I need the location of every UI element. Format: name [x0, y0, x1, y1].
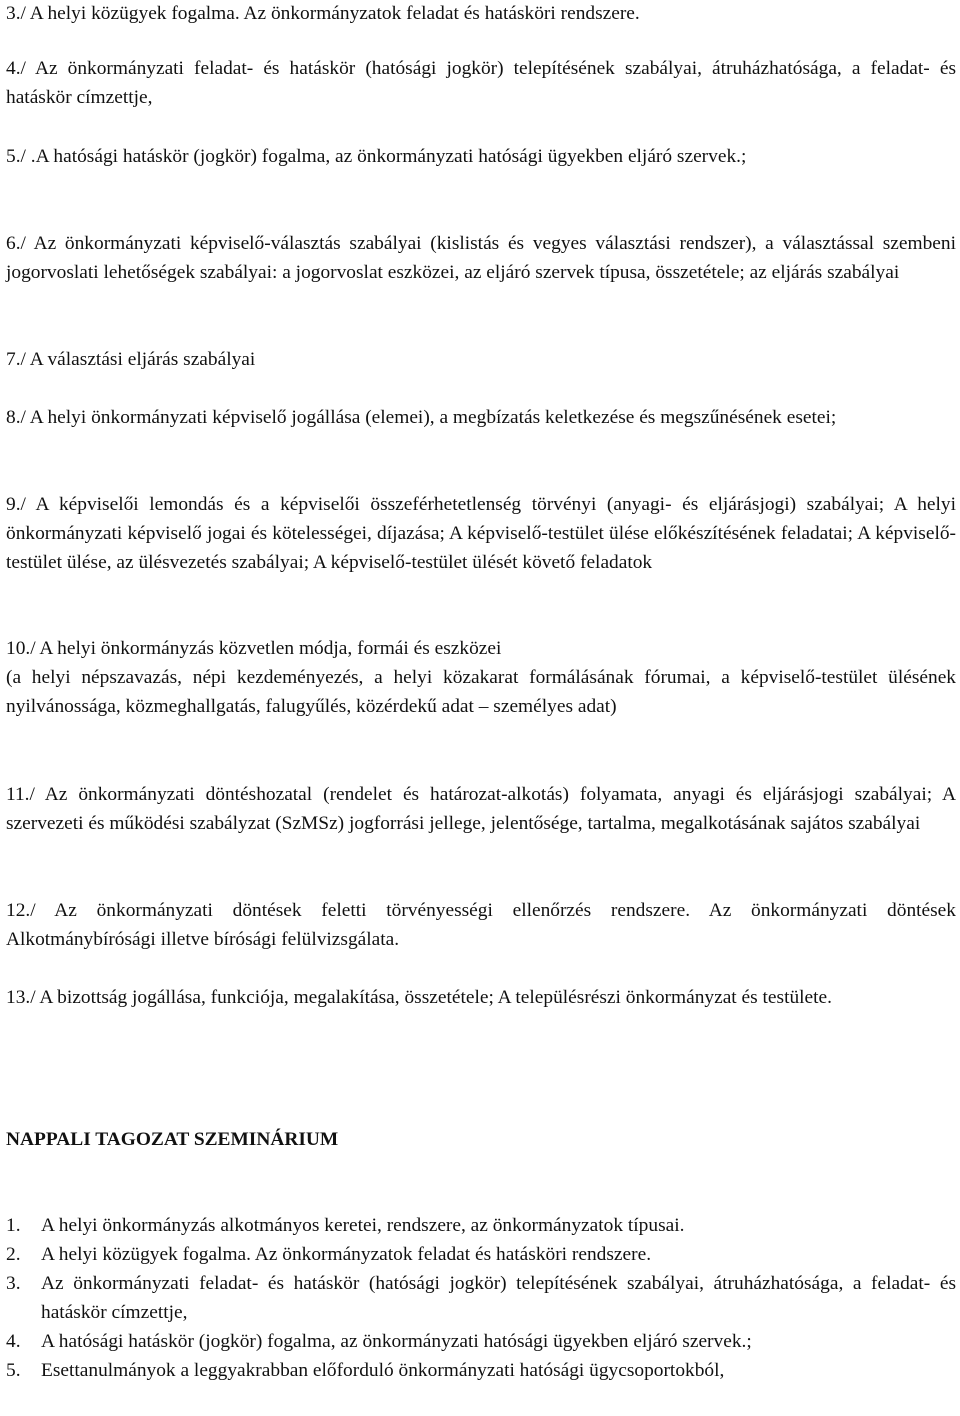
topic-6: 6./ Az önkormányzati képviselő-választás szabályai (kislistás és vegyes választási rendszer), a választással szembeni jogorvoslati lehetőségek szabályai: a jogorvoslat eszközei, az eljáró szervek típusa, összetétele; az eljárás szabályai — [6, 233, 956, 283]
seminar-item — [6, 1356, 956, 1385]
seminar-item-text: Az önkormányzati feladat- és hatáskör (hatósági jogkör) telepítésének szabályai, átruházhatósága, a feladat- és hatáskör címzettje, — [41, 1273, 956, 1323]
seminar-item-number: 1. — [6, 1215, 21, 1236]
topic-9: 9./ A képviselői lemondás és a képviselői összeférhetetlenség törvényi (anyagi- és eljárásjogi) szabályai; A helyi önkormányzati képviselő jogai és kötelességei, díjazása; A képviselő-testület ülése előkészítésének feladatai; A képviselő-testület ülése, az ülésvezetés szabályai; A képviselő-testület ülését követő feladatok — [6, 494, 956, 573]
topic-10: 10./ A helyi önkormányzás közvetlen módja, formái és eszközei — [6, 638, 502, 659]
seminar-item — [6, 1240, 956, 1269]
seminar-item — [6, 1327, 956, 1356]
seminar-item-number: 3. — [6, 1273, 21, 1294]
topic-5: 5./ .A hatósági hatáskör (jogkör) fogalma, az önkormányzati hatósági ügyekben eljáró szervek.; — [6, 146, 747, 167]
topic-12: 12./ Az önkormányzati döntések feletti törvényességi ellenőrzés rendszere. Az önkormányzati döntések Alkotmánybírósági illetve bírósági felülvizsgálata. — [6, 900, 956, 950]
seminar-item-text: A hatósági hatáskör (jogkör) fogalma, az önkormányzati hatósági ügyekben eljáró szervek.; — [41, 1331, 752, 1352]
seminar-item-number: 4. — [6, 1331, 21, 1352]
seminar-item-number: 5. — [6, 1360, 21, 1381]
seminar-item — [6, 1269, 956, 1327]
seminar-item — [6, 1211, 956, 1240]
topic-7: 7./ A választási eljárás szabályai — [6, 349, 256, 370]
topic-8: 8./ A helyi önkormányzati képviselő jogállása (elemei), a megbízatás keletkezése és megszűnésének esetei; — [6, 407, 837, 428]
seminar-heading: NAPPALI TAGOZAT SZEMINÁRIUM — [6, 1129, 339, 1150]
seminar-item-text: A helyi közügyek fogalma. Az önkormányzatok feladat és hatásköri rendszere. — [41, 1244, 652, 1265]
topic-10-details: (a helyi népszavazás, népi kezdeményezés, a helyi közakarat formálásának fórumai, a képviselő-testület ülésének nyilvánossága, közmeghallgatás, falugyűlés, közérdekű adat – személyes adat) — [6, 667, 956, 717]
topic-3: 3./ A helyi közügyek fogalma. Az önkormányzatok feladat és hatásköri rendszere. — [6, 3, 640, 24]
topic-4: 4./ Az önkormányzati feladat- és hatáskör (hatósági jogkör) telepítésének szabályai, átruházhatósága, a feladat- és hatáskör címzettje, — [6, 58, 956, 108]
seminar-item-text: Esettanulmányok a leggyakrabban előforduló önkormányzati hatósági ügycsoportokból, — [41, 1360, 725, 1381]
topic-11: 11./ Az önkormányzati döntéshozatal (rendelet és határozat-alkotás) folyamata, anyagi és eljárásjogi szabályai; A szervezeti és működési szabályzat (SzMSz) jogforrási jellege, jelentősége, tartalma, megalkotásának sajátos szabályai — [6, 784, 956, 834]
seminar-item-text: A helyi önkormányzás alkotmányos keretei, rendszere, az önkormányzatok típusai. — [41, 1215, 685, 1236]
topic-13: 13./ A bizottság jogállása, funkciója, megalakítása, összetétele; A településrészi önkormányzat és testülete. — [6, 987, 833, 1008]
seminar-item-number: 2. — [6, 1244, 21, 1265]
seminar-list — [6, 1211, 956, 1385]
